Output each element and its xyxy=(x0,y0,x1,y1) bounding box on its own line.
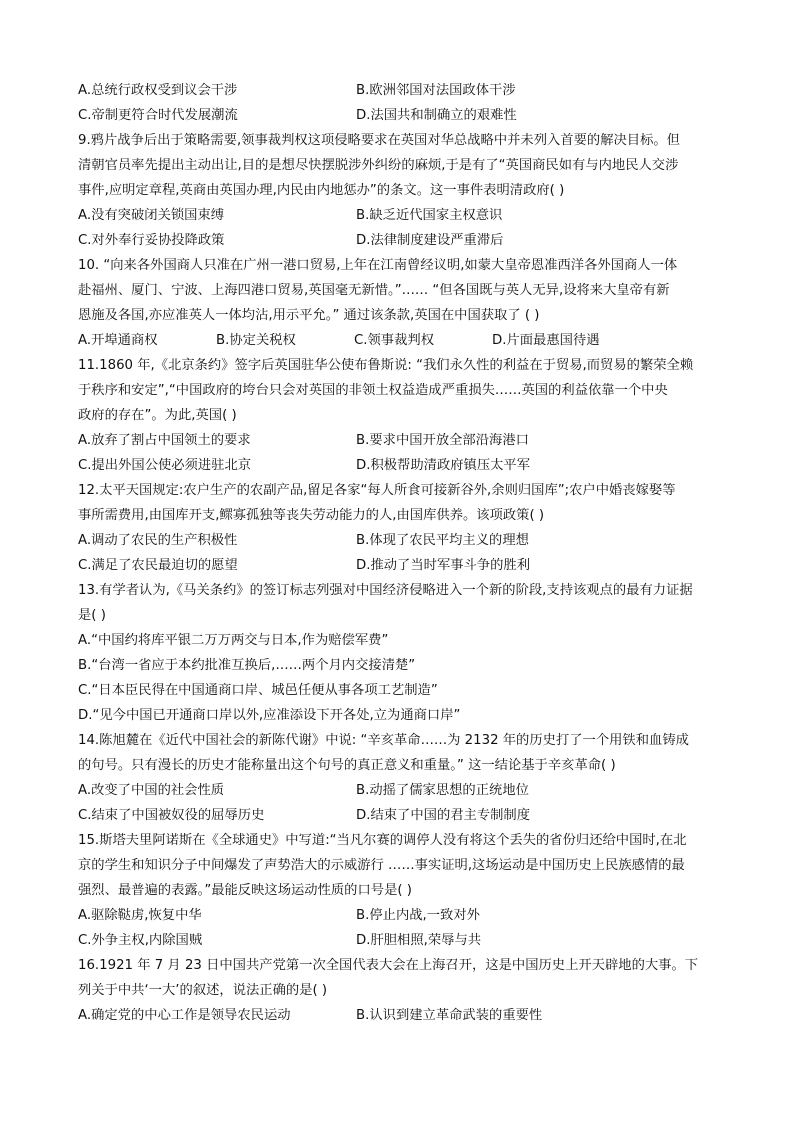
option-a: A.开埠通商权 xyxy=(78,333,158,348)
question-text-line: 16.1921 年 7 月 23 日中国共产党第一次全国代表大会在上海召开，这是中国历史上开天辟地的大事。下 xyxy=(78,958,699,973)
option-b: B.认识到建立革命武装的重要性 xyxy=(356,1008,543,1023)
option-d: D.法国共和制确立的艰难性 xyxy=(356,108,517,123)
question-text-line: 于秩序和安定”,“中国政府的垮台只会对英国的非领土权益造成严重损失……英国的利益依靠一个中央 xyxy=(78,383,668,398)
question-text-line: 15.斯塔夫里阿诺斯在《全球通史》中写道:“当凡尔赛的调停人没有将这个丢失的省份归还给中国时,在北 xyxy=(78,833,687,848)
option-b: B.缺乏近代国家主权意识 xyxy=(356,208,503,223)
option-c: C.满足了农民最迫切的愿望 xyxy=(78,558,238,573)
question-text-line: 事件,应明定章程,英商由英国办理,内民由内地惩办”的条文。这一事件表明清政府( ) xyxy=(78,183,565,198)
question-text-line: 是( ) xyxy=(78,608,106,623)
question-15 xyxy=(78,828,718,953)
option-row xyxy=(78,78,718,103)
question-text-line: 13.有学者认为,《马关条约》的签订标志列强对中国经济侵略进入一个新的阶段,支持该观点的最有力证据 xyxy=(78,583,693,598)
option-row xyxy=(78,928,718,953)
option-d: D.肝胆相照,荣辱与共 xyxy=(356,933,482,948)
question-13 xyxy=(78,578,718,728)
option-row xyxy=(78,528,718,553)
option-row xyxy=(78,328,718,353)
option-d: D.推动了当时军事斗争的胜利 xyxy=(356,558,531,573)
option-a: A.“中国约将库平银二万万两交与日本,作为赔偿军费” xyxy=(78,633,389,648)
option-a: A.总统行政权受到议会干涉 xyxy=(78,83,238,98)
option-d: D.结束了中国的君主专制制度 xyxy=(356,808,531,823)
option-row xyxy=(78,1003,718,1028)
option-row xyxy=(78,553,718,578)
option-b: B.停止内战,一致对外 xyxy=(356,908,480,923)
question-text-line: 11.1860 年,《北京条约》签字后英国驻华公使布鲁斯说: “我们永久性的利益在于贸易,而贸易的繁荣全赖 xyxy=(78,358,694,373)
question-16 xyxy=(78,953,718,1028)
option-d: D.积极帮助清政府镇压太平军 xyxy=(356,458,531,473)
question-9 xyxy=(78,128,718,253)
question-text-line: 的句号。只有漫长的历史才能称量出这个句号的真正意义和重量。” 这一结论基于辛亥革命( ) xyxy=(78,758,616,773)
option-row xyxy=(78,778,718,803)
question-text-line: 12.太平天国规定:农户生产的农副产品,留足各家“每人所食可接新谷外,余则归国库”;农户中婚丧嫁娶等 xyxy=(78,483,676,498)
question-12 xyxy=(78,478,718,578)
option-row xyxy=(78,228,718,253)
option-row xyxy=(78,103,718,128)
option-a: A.驱除鞑虏,恢复中华 xyxy=(78,908,202,923)
option-row xyxy=(78,428,718,453)
exam-page xyxy=(78,78,718,1028)
option-d: D.片面最惠国待遇 xyxy=(492,333,600,348)
question-text-line: 赴福州、厦门、宁波、上海四港口贸易,英国毫无新惜。”…… “但各国既与英人无异,设将来大皇帝有新 xyxy=(78,283,670,298)
option-c: C.提出外国公使必须进驻北京 xyxy=(78,458,252,473)
option-a: A.放弃了割占中国领土的要求 xyxy=(78,433,251,448)
question-text-line: 政府的存在”。为此,英国( ) xyxy=(78,408,237,423)
question-text-line: 列关于中共‘一大’的叙述，说法正确的是( ) xyxy=(78,983,328,998)
option-d: D.法律制度建设严重滞后 xyxy=(356,233,504,248)
question-11 xyxy=(78,353,718,478)
option-c: C.“日本臣民得在中国通商口岸、城邑任便从事各项工艺制造” xyxy=(78,683,438,698)
option-row xyxy=(78,453,718,478)
option-b: B.体现了农民平均主义的理想 xyxy=(356,533,529,548)
option-c: C.帝制更符合时代发展潮流 xyxy=(78,108,238,123)
option-row xyxy=(78,803,718,828)
option-c: C.领事裁判权 xyxy=(354,333,434,348)
option-b: B.动摇了儒家思想的正统地位 xyxy=(356,783,529,798)
question-14 xyxy=(78,728,718,828)
option-a: A.没有突破闭关锁国束缚 xyxy=(78,208,225,223)
option-b: B.“台湾一省应于本约批准互换后,……两个月内交接清楚” xyxy=(78,658,416,673)
option-c: C.外争主权,内除国贼 xyxy=(78,933,203,948)
option-a: A.改变了中国的社会性质 xyxy=(78,783,225,798)
question-text-line: 恩施及各国,亦应准英人一体均沾,用示平允。” 通过该条款,英国在中国获取了 ( ) xyxy=(78,308,540,323)
option-a: A.确定党的中心工作是领导农民运动 xyxy=(78,1008,291,1023)
question-text-line: 清朝官员率先提出主动出让,目的是想尽快摆脱涉外纠纷的麻烦,于是有了“英国商民如有与内地民人交涉 xyxy=(78,158,679,173)
option-b: B.欧洲邻国对法国政体干涉 xyxy=(356,83,516,98)
option-row xyxy=(78,203,718,228)
option-a: A.调动了农民的生产积极性 xyxy=(78,533,238,548)
question-text-line: 10. “向来各外国商人只准在广州一港口贸易,上年在江南曾经议明,如蒙大皇帝恩准西洋各外国商人一体 xyxy=(78,258,678,273)
option-b: B.要求中国开放全部沿海港口 xyxy=(356,433,529,448)
question-text-line: 京的学生和知识分子中间爆发了声势浩大的示威游行 ……事实证明,这场运动是中国历史上民族感情的最 xyxy=(78,858,685,873)
question-10 xyxy=(78,253,718,353)
question-8-options xyxy=(78,78,718,128)
question-text-line: 9.鸦片战争后出于策略需要,领事裁判权这项侵略要求在英国对华总战略中并未列入首要的解决目标。但 xyxy=(78,133,680,148)
question-text-line: 强烈、最普遍的表露。”最能反映这场运动性质的口号是( ) xyxy=(78,883,412,898)
option-d: D.“见今中国已开通商口岸以外,应准添设下开各处,立为通商口岸” xyxy=(78,708,461,723)
question-text-line: 14.陈旭麓在《近代中国社会的新陈代谢》中说: “辛亥革命……为 2132 年的历史打了一个用铁和血铸成 xyxy=(78,733,689,748)
option-c: C.对外奉行妥协投降政策 xyxy=(78,233,225,248)
option-b: B.协定关税权 xyxy=(216,333,296,348)
question-text-line: 事所需费用,由国库开支,鳏寡孤独等丧失劳动能力的人,由国库供养。该项政策( ) xyxy=(78,508,545,523)
option-row xyxy=(78,903,718,928)
option-c: C.结束了中国被奴役的屈辱历史 xyxy=(78,808,265,823)
